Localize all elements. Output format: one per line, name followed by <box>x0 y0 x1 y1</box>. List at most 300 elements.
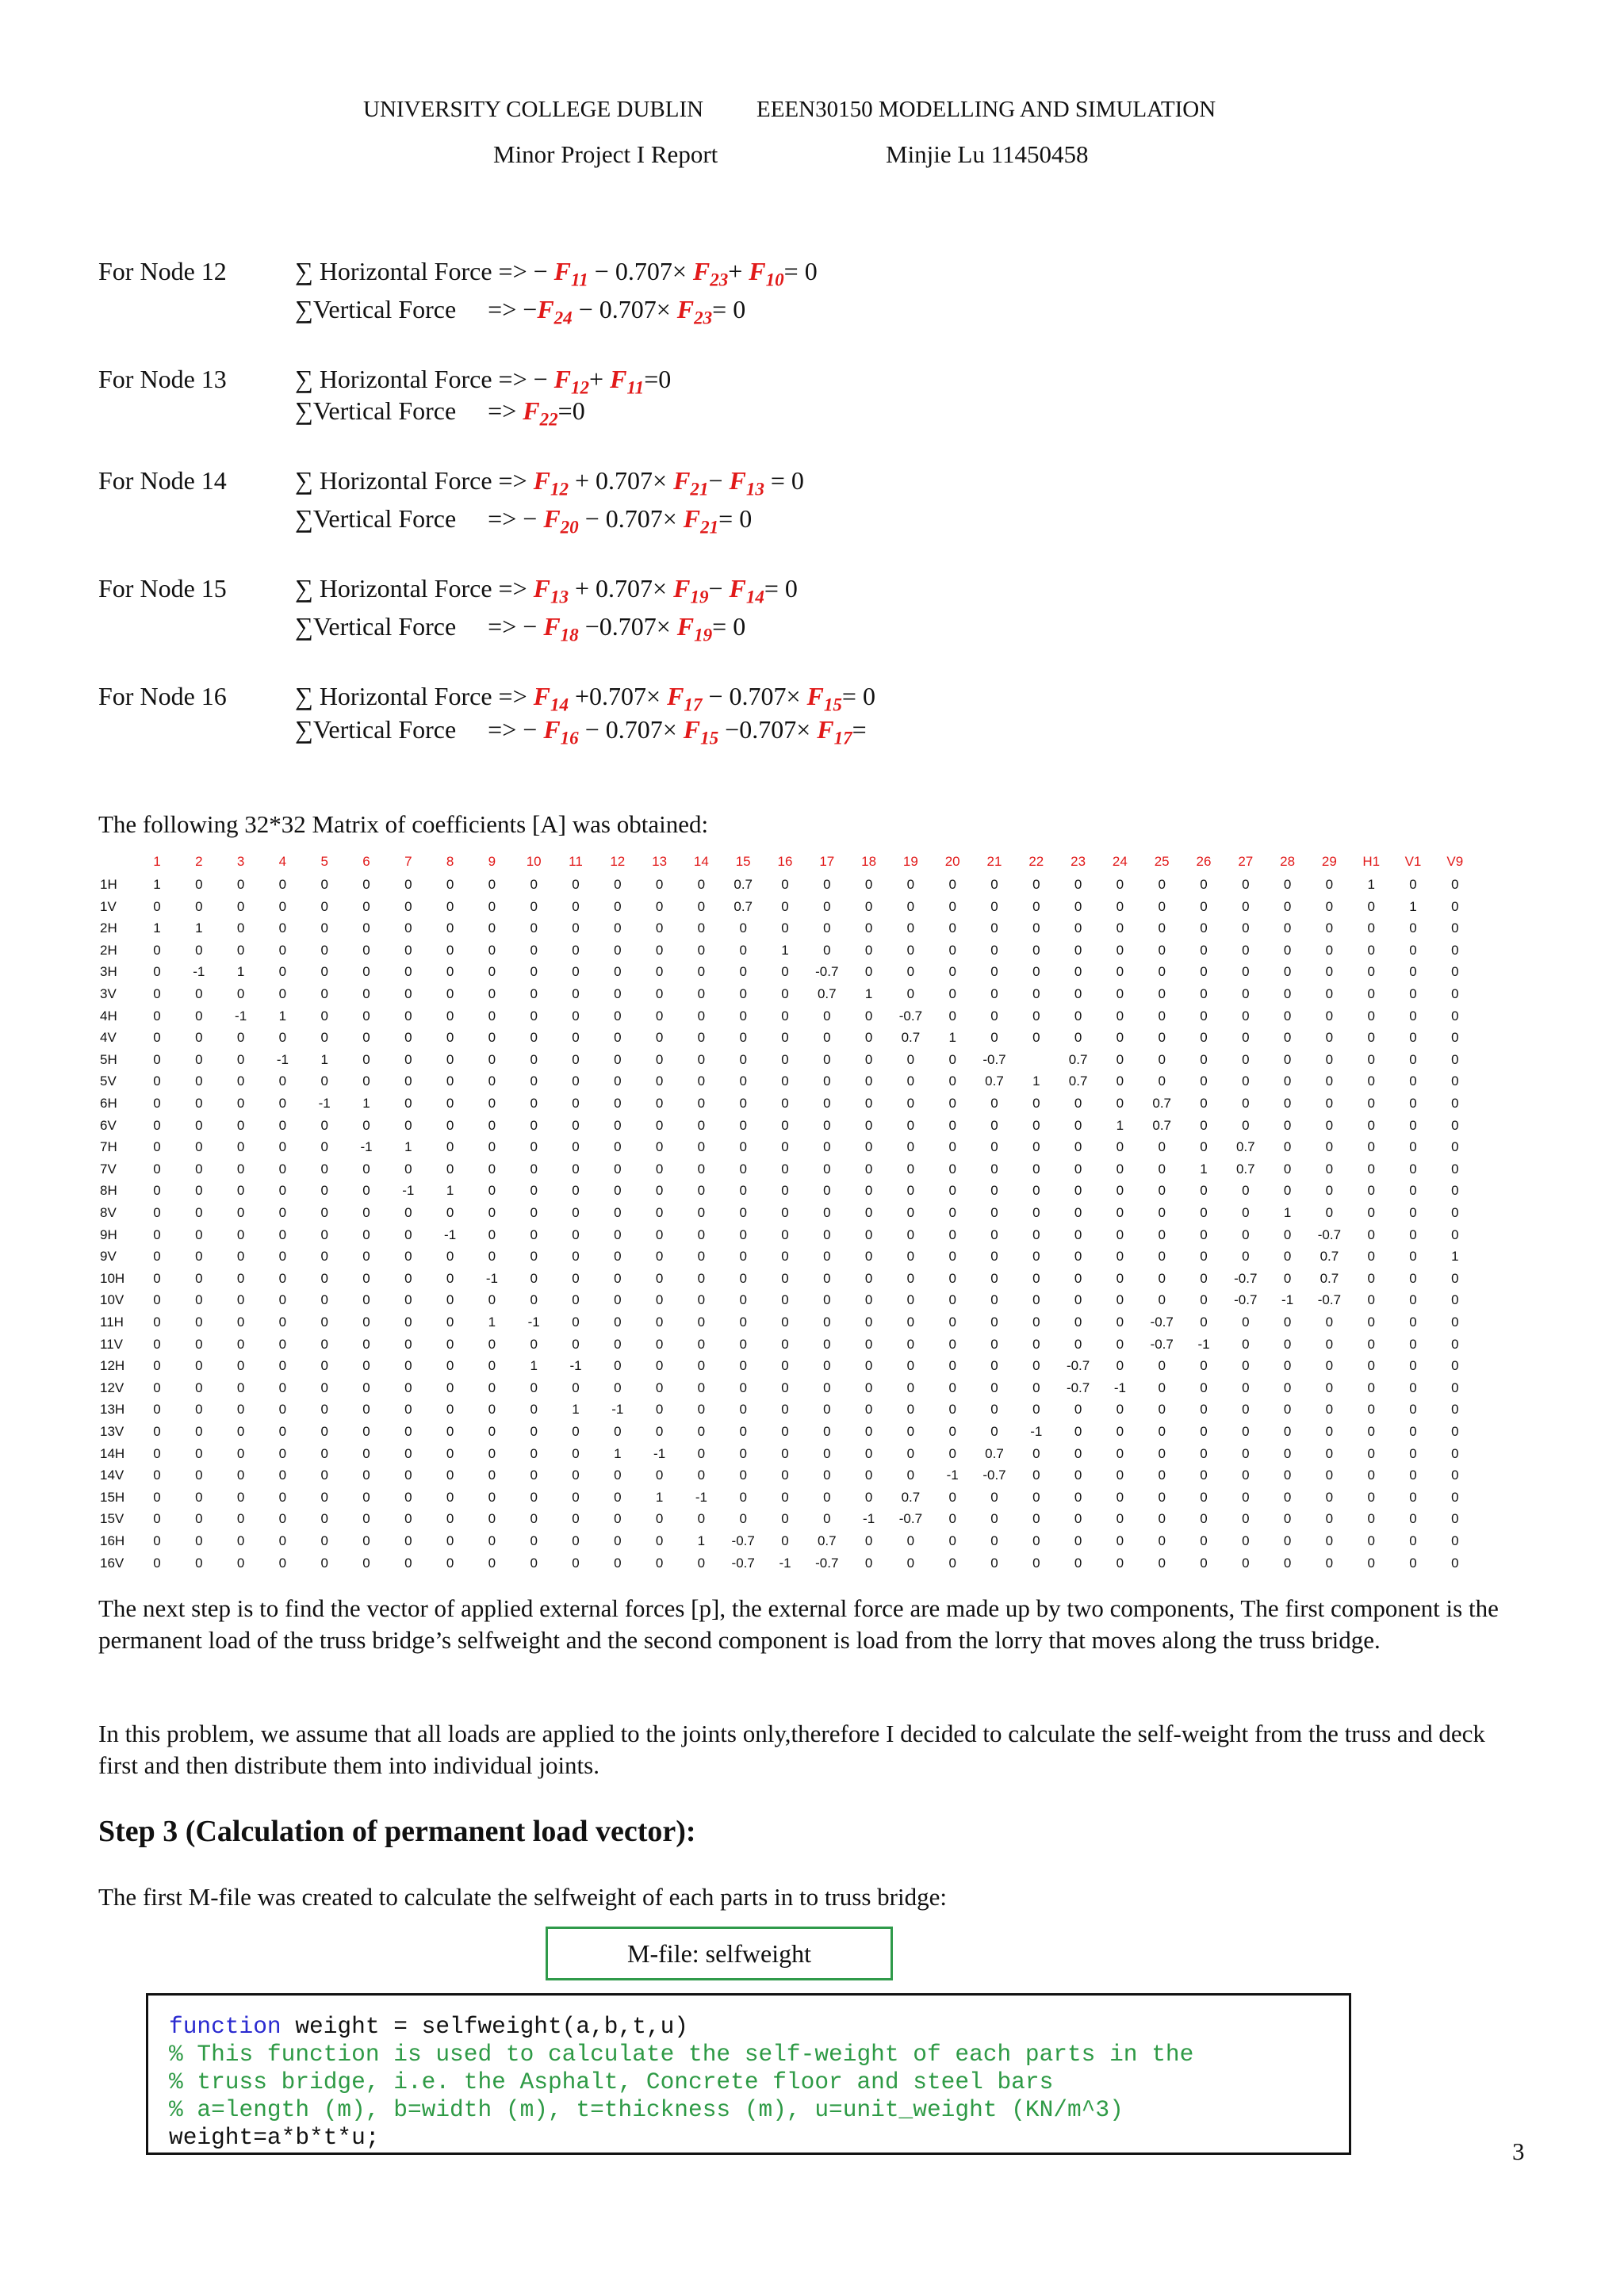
matrix-cell: 0 <box>195 1073 203 1089</box>
matrix-cell: 1 <box>1409 898 1417 914</box>
matrix-cell: 0 <box>572 1205 580 1220</box>
matrix-cell: 0 <box>488 1555 496 1571</box>
matrix-cell: 0 <box>1283 1336 1292 1352</box>
matrix-cell: -1 <box>360 1139 373 1155</box>
matrix-cell: 0 <box>1451 1380 1459 1395</box>
matrix-cell: 0 <box>948 1533 956 1548</box>
matrix-cell: 0 <box>739 1336 747 1352</box>
matrix-cell: 0 <box>948 964 956 980</box>
matrix-cell: 0 <box>195 1249 203 1265</box>
matrix-cell: 0 <box>906 898 915 914</box>
matrix-cell: -1 <box>1113 1380 1126 1395</box>
matrix-cell: 0 <box>362 1205 370 1220</box>
matrix-cell: 0 <box>614 1358 622 1374</box>
matrix-cell: 0 <box>1367 1073 1375 1089</box>
matrix-cell: 0 <box>530 964 538 980</box>
matrix-cell: 0 <box>864 1008 873 1024</box>
matrix-cell: 0 <box>1074 1270 1082 1286</box>
matrix-cell: 0 <box>1325 942 1334 958</box>
matrix-cell: 0 <box>823 1292 831 1308</box>
matrix-cell: 0 <box>1158 1380 1166 1395</box>
matrix-cell: 0 <box>320 1270 328 1286</box>
matrix-cell: 0 <box>739 1073 747 1089</box>
matrix-cell: 0 <box>572 1226 580 1242</box>
matrix-cell: 0 <box>864 877 873 892</box>
matrix-cell: 0 <box>1367 1205 1375 1220</box>
matrix-cell: 0 <box>572 964 580 980</box>
matrix-cell: 0 <box>1200 1380 1208 1395</box>
matrix-col-header: 8 <box>446 854 454 869</box>
matrix-cell: 0 <box>781 1445 789 1461</box>
matrix-cell: 0 <box>781 1051 789 1067</box>
matrix-cell: 0 <box>823 1511 831 1527</box>
matrix-cell: 0 <box>153 1073 161 1089</box>
matrix-cell: 0 <box>404 1226 412 1242</box>
matrix-cell: 0 <box>236 942 245 958</box>
matrix-cell: 0 <box>614 1226 622 1242</box>
matrix-cell: 0 <box>1242 1117 1250 1133</box>
matrix-cell: 0 <box>1032 1314 1040 1330</box>
matrix-cell: 0 <box>278 1226 287 1242</box>
matrix-cell: 0 <box>404 1424 412 1439</box>
header-report-title: Minor Project I Report <box>493 140 718 168</box>
matrix-cell: 0 <box>614 942 622 958</box>
matrix-row-label: 11V <box>100 1336 123 1352</box>
matrix-cell: 0 <box>153 1336 161 1352</box>
matrix-row-label: 1H <box>100 877 117 892</box>
matrix-col-header: 27 <box>1238 854 1254 869</box>
matrix-cell: 0 <box>1158 964 1166 980</box>
matrix-cell: 0 <box>195 1445 203 1461</box>
page-number: 3 <box>1512 2137 1525 2165</box>
matrix-cell: 0 <box>320 1183 328 1199</box>
matrix-cell: 0 <box>404 1008 412 1024</box>
matrix-cell: 0 <box>1116 1008 1124 1024</box>
matrix-cell: 0.7 <box>733 898 753 914</box>
matrix-cell: 0.7 <box>901 1489 921 1505</box>
matrix-cell: 0 <box>278 942 287 958</box>
matrix-cell: 0 <box>1158 920 1166 936</box>
matrix-cell: 0 <box>446 1555 454 1571</box>
matrix-cell: 0 <box>446 1314 454 1330</box>
matrix-cell: 0 <box>404 1270 412 1286</box>
matrix-cell: 0 <box>990 1424 998 1439</box>
matrix-cell: 0 <box>781 1161 789 1177</box>
matrix-cell: 0 <box>781 1030 789 1046</box>
matrix-cell: 0 <box>823 1139 831 1155</box>
matrix-cell: 0 <box>572 877 580 892</box>
matrix-cell: 0 <box>697 1358 706 1374</box>
matrix-cell: 0 <box>781 1533 789 1548</box>
matrix-cell: 0 <box>906 1096 915 1111</box>
matrix-cell: 0 <box>153 1511 161 1527</box>
matrix-cell: 0 <box>990 920 998 936</box>
matrix-cell: 0 <box>1409 1358 1417 1374</box>
matrix-cell: 0 <box>362 1161 370 1177</box>
matrix-cell: 0 <box>906 1468 915 1483</box>
matrix-cell: 0 <box>614 1117 622 1133</box>
matrix-cell: 0 <box>1074 1030 1082 1046</box>
matrix-cell: 0 <box>990 1292 998 1308</box>
matrix-cell: 0 <box>1032 1358 1040 1374</box>
matrix-cell: 0 <box>1367 1051 1375 1067</box>
matrix-cell: 0 <box>655 1205 664 1220</box>
matrix-cell: 0 <box>948 986 956 1001</box>
matrix-cell: 0 <box>195 986 203 1001</box>
matrix-cell: 0 <box>404 1073 412 1089</box>
matrix-cell: 0 <box>906 1424 915 1439</box>
matrix-cell: 0 <box>906 1380 915 1395</box>
matrix-cell: 0 <box>781 1424 789 1439</box>
matrix-row-label: 16V <box>100 1555 124 1571</box>
matrix-col-header: V1 <box>1404 854 1422 869</box>
matrix-cell: 0 <box>614 964 622 980</box>
matrix-cell: 0 <box>1409 1270 1417 1286</box>
matrix-cell: 0 <box>530 1008 538 1024</box>
matrix-cell: 0 <box>320 1336 328 1352</box>
matrix-cell: 0 <box>278 1445 287 1461</box>
matrix-cell: 0 <box>781 1358 789 1374</box>
matrix-cell: 0 <box>1158 1424 1166 1439</box>
matrix-cell: 0 <box>278 1380 287 1395</box>
matrix-cell: 0 <box>1116 1314 1124 1330</box>
matrix-cell: 0 <box>1032 1380 1040 1395</box>
matrix-cell: 0 <box>1158 877 1166 892</box>
matrix-cell: 0 <box>614 1051 622 1067</box>
matrix-cell: 0 <box>1032 1139 1040 1155</box>
matrix-row-label: 2H <box>100 942 117 958</box>
matrix-cell: 0 <box>864 1073 873 1089</box>
matrix-cell: 0 <box>1242 1183 1250 1199</box>
matrix-cell: 0 <box>1367 1358 1375 1374</box>
matrix-cell: 0 <box>1116 1511 1124 1527</box>
matrix-cell: 0 <box>488 964 496 980</box>
matrix-cell: 0 <box>446 1205 454 1220</box>
code-line-1: weight = selfweight(a,b,t,u) <box>281 2013 689 2040</box>
matrix-cell: 0 <box>1200 1555 1208 1571</box>
matrix-cell: 0 <box>195 1533 203 1548</box>
matrix-cell: 0 <box>362 1424 370 1439</box>
matrix-cell: 0 <box>655 1380 664 1395</box>
matrix-cell: 0 <box>530 1183 538 1199</box>
matrix-cell: 0 <box>697 1226 706 1242</box>
matrix-row-label: 12H <box>100 1358 125 1374</box>
matrix-cell: 0 <box>488 1402 496 1418</box>
matrix-cell: 0 <box>1409 1402 1417 1418</box>
matrix-cell: 0 <box>906 986 915 1001</box>
matrix-cell: 0 <box>823 1402 831 1418</box>
matrix-cell: -1 <box>235 1008 247 1024</box>
matrix-cell: 0 <box>864 920 873 936</box>
matrix-cell: 0 <box>614 920 622 936</box>
matrix-cell: -1 <box>485 1270 498 1286</box>
matrix-cell: 0 <box>1074 1139 1082 1155</box>
matrix-cell: 0 <box>614 1249 622 1265</box>
matrix-cell: 0 <box>236 1183 245 1199</box>
node-14-vertical-equation: ∑Vertical Force => − $F_{20} - 0.707\times F_{21}= 0$ <box>295 504 753 538</box>
matrix-row-label: 7H <box>100 1139 117 1155</box>
matrix-cell: 0 <box>278 1402 287 1418</box>
matrix-cell: 0 <box>195 1555 203 1571</box>
matrix-cell: 0 <box>530 1205 538 1220</box>
matrix-cell: 0 <box>236 1139 245 1155</box>
matrix-cell: 0 <box>990 877 998 892</box>
matrix-cell: 0 <box>697 898 706 914</box>
matrix-cell: 0 <box>1074 1314 1082 1330</box>
matrix-cell: 0 <box>1451 986 1459 1001</box>
matrix-cell: 0 <box>1032 986 1040 1001</box>
matrix-cell: 0 <box>530 1117 538 1133</box>
matrix-cell: 0 <box>530 1533 538 1548</box>
matrix-cell: 0 <box>236 1226 245 1242</box>
matrix-cell: 0 <box>655 1270 664 1286</box>
matrix-cell: 1 <box>1116 1117 1124 1133</box>
matrix-cell: 0 <box>1451 1161 1459 1177</box>
matrix-cell: 0 <box>1200 1292 1208 1308</box>
matrix-cell: 0 <box>195 1424 203 1439</box>
matrix-cell: 0 <box>1325 1468 1334 1483</box>
matrix-cell: 1 <box>404 1139 412 1155</box>
node-16-horizontal-equation: ∑ Horizontal Force => $F_{14} +0.707\times F_{17} - 0.707\times F_{15}= 0$ <box>295 682 875 715</box>
matrix-cell: 0 <box>404 1336 412 1352</box>
matrix-cell: 0 <box>655 1292 664 1308</box>
matrix-cell: 0 <box>236 920 245 936</box>
matrix-cell: 0.7 <box>901 1030 921 1046</box>
matrix-cell: 1 <box>655 1489 664 1505</box>
matrix-cell: 0 <box>906 1533 915 1548</box>
node-13-horizontal-equation: ∑ Horizontal Force => − $F_{12}+ F_{11}=0$ <box>295 365 672 398</box>
matrix-cell: 0 <box>781 1402 789 1418</box>
matrix-cell: 0 <box>864 1183 873 1199</box>
matrix-cell: 0 <box>236 1249 245 1265</box>
matrix-cell: 0 <box>1200 877 1208 892</box>
matrix-cell: 0 <box>948 1380 956 1395</box>
matrix-cell: 0 <box>614 1139 622 1155</box>
matrix-cell: 0 <box>530 1096 538 1111</box>
matrix-cell: 0 <box>572 1183 580 1199</box>
matrix-cell: 0 <box>1325 1161 1334 1177</box>
matrix-cell: 0 <box>1116 1533 1124 1548</box>
matrix-cell: 0 <box>320 1555 328 1571</box>
matrix-cell: 0 <box>320 1402 328 1418</box>
matrix-cell: 0 <box>1451 1008 1459 1024</box>
matrix-row-label: 15V <box>100 1511 124 1527</box>
matrix-cell: 0 <box>320 1380 328 1395</box>
matrix-cell: 0 <box>1367 1139 1375 1155</box>
matrix-cell: -0.7 <box>1150 1314 1174 1330</box>
node-15-label: For Node 15 <box>98 574 227 603</box>
matrix-cell: 0.7 <box>1068 1073 1088 1089</box>
matrix-cell: 0 <box>153 1358 161 1374</box>
matrix-cell: 0 <box>1074 1161 1082 1177</box>
matrix-cell: 0 <box>446 1249 454 1265</box>
matrix-cell: 0 <box>697 1555 706 1571</box>
matrix-cell: 0 <box>739 986 747 1001</box>
matrix-cell: 0 <box>362 1008 370 1024</box>
matrix-cell: 0 <box>153 1249 161 1265</box>
matrix-cell: 0 <box>236 877 245 892</box>
matrix-cell: 0 <box>1032 877 1040 892</box>
matrix-cell: 0 <box>864 1161 873 1177</box>
matrix-cell: 0 <box>1451 942 1459 958</box>
matrix-cell: 0 <box>1116 1249 1124 1265</box>
matrix-col-header: 14 <box>693 854 709 869</box>
matrix-cell: 0 <box>697 1292 706 1308</box>
matrix-cell: 0 <box>572 1533 580 1548</box>
matrix-cell: 0 <box>195 1270 203 1286</box>
matrix-cell: 1 <box>697 1533 706 1548</box>
matrix-cell: 0 <box>1451 1183 1459 1199</box>
matrix-col-header: 5 <box>320 854 328 869</box>
matrix-cell: 0 <box>1367 1533 1375 1548</box>
matrix-cell: 0 <box>864 1030 873 1046</box>
matrix-cell: 0 <box>236 1073 245 1089</box>
matrix-cell: 0 <box>1283 877 1292 892</box>
matrix-cell: 0 <box>990 1161 998 1177</box>
matrix-cell: 0 <box>488 1468 496 1483</box>
matrix-col-header: 28 <box>1280 854 1296 869</box>
matrix-cell: 0 <box>362 1226 370 1242</box>
matrix-cell: 0 <box>948 1073 956 1089</box>
matrix-cell: 0 <box>320 1445 328 1461</box>
matrix-cell: 0 <box>1283 964 1292 980</box>
matrix-cell: 0 <box>739 1117 747 1133</box>
matrix-cell: 0 <box>236 1402 245 1418</box>
matrix-col-header: 9 <box>488 854 496 869</box>
matrix-cell: 0 <box>530 898 538 914</box>
matrix-cell: 0 <box>614 986 622 1001</box>
matrix-cell: 0 <box>530 986 538 1001</box>
matrix-cell: 0 <box>906 1161 915 1177</box>
matrix-cell: 0 <box>990 1555 998 1571</box>
matrix-cell: 0 <box>1283 1226 1292 1242</box>
matrix-cell: 0 <box>864 1445 873 1461</box>
matrix-cell: 0 <box>278 1096 287 1111</box>
matrix-cell: 0 <box>1032 1117 1040 1133</box>
matrix-cell: 0 <box>153 1139 161 1155</box>
matrix-cell: 0 <box>864 1117 873 1133</box>
matrix-cell: 0 <box>864 942 873 958</box>
matrix-cell: 0 <box>1158 1183 1166 1199</box>
matrix-cell: 0 <box>697 986 706 1001</box>
matrix-cell: 0 <box>1116 1336 1124 1352</box>
matrix-cell: 0 <box>1242 1205 1250 1220</box>
matrix-cell: 0 <box>1451 964 1459 980</box>
matrix-cell: 0 <box>572 898 580 914</box>
matrix-cell: 0 <box>1242 1249 1250 1265</box>
matrix-cell: 0 <box>236 1489 245 1505</box>
matrix-cell: 0 <box>153 1117 161 1133</box>
matrix-cell: 0 <box>320 1117 328 1133</box>
matrix-cell: 0 <box>823 1270 831 1286</box>
matrix-cell: 0 <box>655 1051 664 1067</box>
matrix-cell: 0 <box>739 920 747 936</box>
matrix-cell: 0 <box>990 1030 998 1046</box>
matrix-cell: 0 <box>1200 1183 1208 1199</box>
matrix-row-label: 4V <box>100 1030 117 1046</box>
matrix-cell: 0 <box>614 1096 622 1111</box>
matrix-cell: 0 <box>1367 1117 1375 1133</box>
matrix-cell: 0 <box>446 877 454 892</box>
matrix-cell: 0 <box>823 1183 831 1199</box>
header-university: UNIVERSITY COLLEGE DUBLIN <box>363 97 704 122</box>
matrix-cell: 0 <box>572 1096 580 1111</box>
matrix-cell: 0 <box>1032 1533 1040 1548</box>
matrix-cell: 0 <box>1325 898 1334 914</box>
matrix-cell: 0 <box>1200 1117 1208 1133</box>
code-comment-line-4: % a=length (m), b=width (m), t=thickness (m), u=unit_weight (KN/m^3) <box>169 2096 1124 2123</box>
matrix-cell: 0 <box>320 1073 328 1089</box>
matrix-cell: 0 <box>1074 1336 1082 1352</box>
matrix-cell: 0 <box>1032 1183 1040 1199</box>
matrix-cell: 0 <box>1325 1030 1334 1046</box>
matrix-cell: 0 <box>990 1402 998 1418</box>
matrix-cell: 0 <box>1325 1314 1334 1330</box>
matrix-cell: 0 <box>404 1402 412 1418</box>
matrix-cell: 0 <box>236 898 245 914</box>
matrix-cell: 1 <box>320 1051 328 1067</box>
matrix-cell: 0.7 <box>1068 1051 1088 1067</box>
matrix-cell: 0 <box>1116 920 1124 936</box>
matrix-cell: 0 <box>1451 1511 1459 1527</box>
matrix-cell: 1 <box>153 877 161 892</box>
matrix-cell: 0 <box>1116 1030 1124 1046</box>
matrix-cell: 0 <box>572 986 580 1001</box>
matrix-cell: 0 <box>655 1030 664 1046</box>
matrix-cell: 0 <box>906 964 915 980</box>
matrix-cell: 0 <box>320 1468 328 1483</box>
matrix-cell: 0 <box>1116 964 1124 980</box>
matrix-cell: 0 <box>1325 964 1334 980</box>
matrix-cell: -0.7 <box>1066 1358 1090 1374</box>
matrix-cell: 0 <box>1242 1226 1250 1242</box>
matrix-cell: 0 <box>1032 1489 1040 1505</box>
matrix-cell: 0 <box>320 964 328 980</box>
matrix-cell: 1 <box>781 942 789 958</box>
matrix-cell: 0 <box>195 1226 203 1242</box>
matrix-cell: 0 <box>1032 1336 1040 1352</box>
matrix-cell: 0 <box>153 1008 161 1024</box>
matrix-cell: 0 <box>195 898 203 914</box>
matrix-cell: 0 <box>739 1468 747 1483</box>
matrix-cell: 0 <box>948 920 956 936</box>
matrix-cell: 0 <box>990 964 998 980</box>
matrix-cell: 0 <box>320 1249 328 1265</box>
matrix-row-label: 2H <box>100 920 117 936</box>
matrix-cell: 0 <box>153 1205 161 1220</box>
matrix-cell: 0 <box>1451 1051 1459 1067</box>
matrix-cell: 0 <box>697 1096 706 1111</box>
matrix-cell: 0 <box>739 1205 747 1220</box>
matrix-cell: 0 <box>446 1117 454 1133</box>
matrix-row-label: 13V <box>100 1424 124 1439</box>
matrix-cell: 0 <box>781 1468 789 1483</box>
matrix-cell: 0 <box>614 1073 622 1089</box>
matrix-cell: 0 <box>781 1073 789 1089</box>
matrix-cell: 0 <box>823 1358 831 1374</box>
matrix-cell: 0 <box>864 1292 873 1308</box>
matrix-cell: 0 <box>278 1183 287 1199</box>
matrix-cell: 0 <box>153 1314 161 1330</box>
matrix-cell: 0 <box>864 1270 873 1286</box>
matrix-cell: 0 <box>404 1096 412 1111</box>
matrix-cell: 0 <box>446 1380 454 1395</box>
matrix-cell: -1 <box>653 1445 666 1461</box>
matrix-cell: 0 <box>1074 1096 1082 1111</box>
matrix-cell: 0 <box>530 1380 538 1395</box>
matrix-cell: 0 <box>614 1270 622 1286</box>
matrix-col-header: 23 <box>1071 854 1086 869</box>
